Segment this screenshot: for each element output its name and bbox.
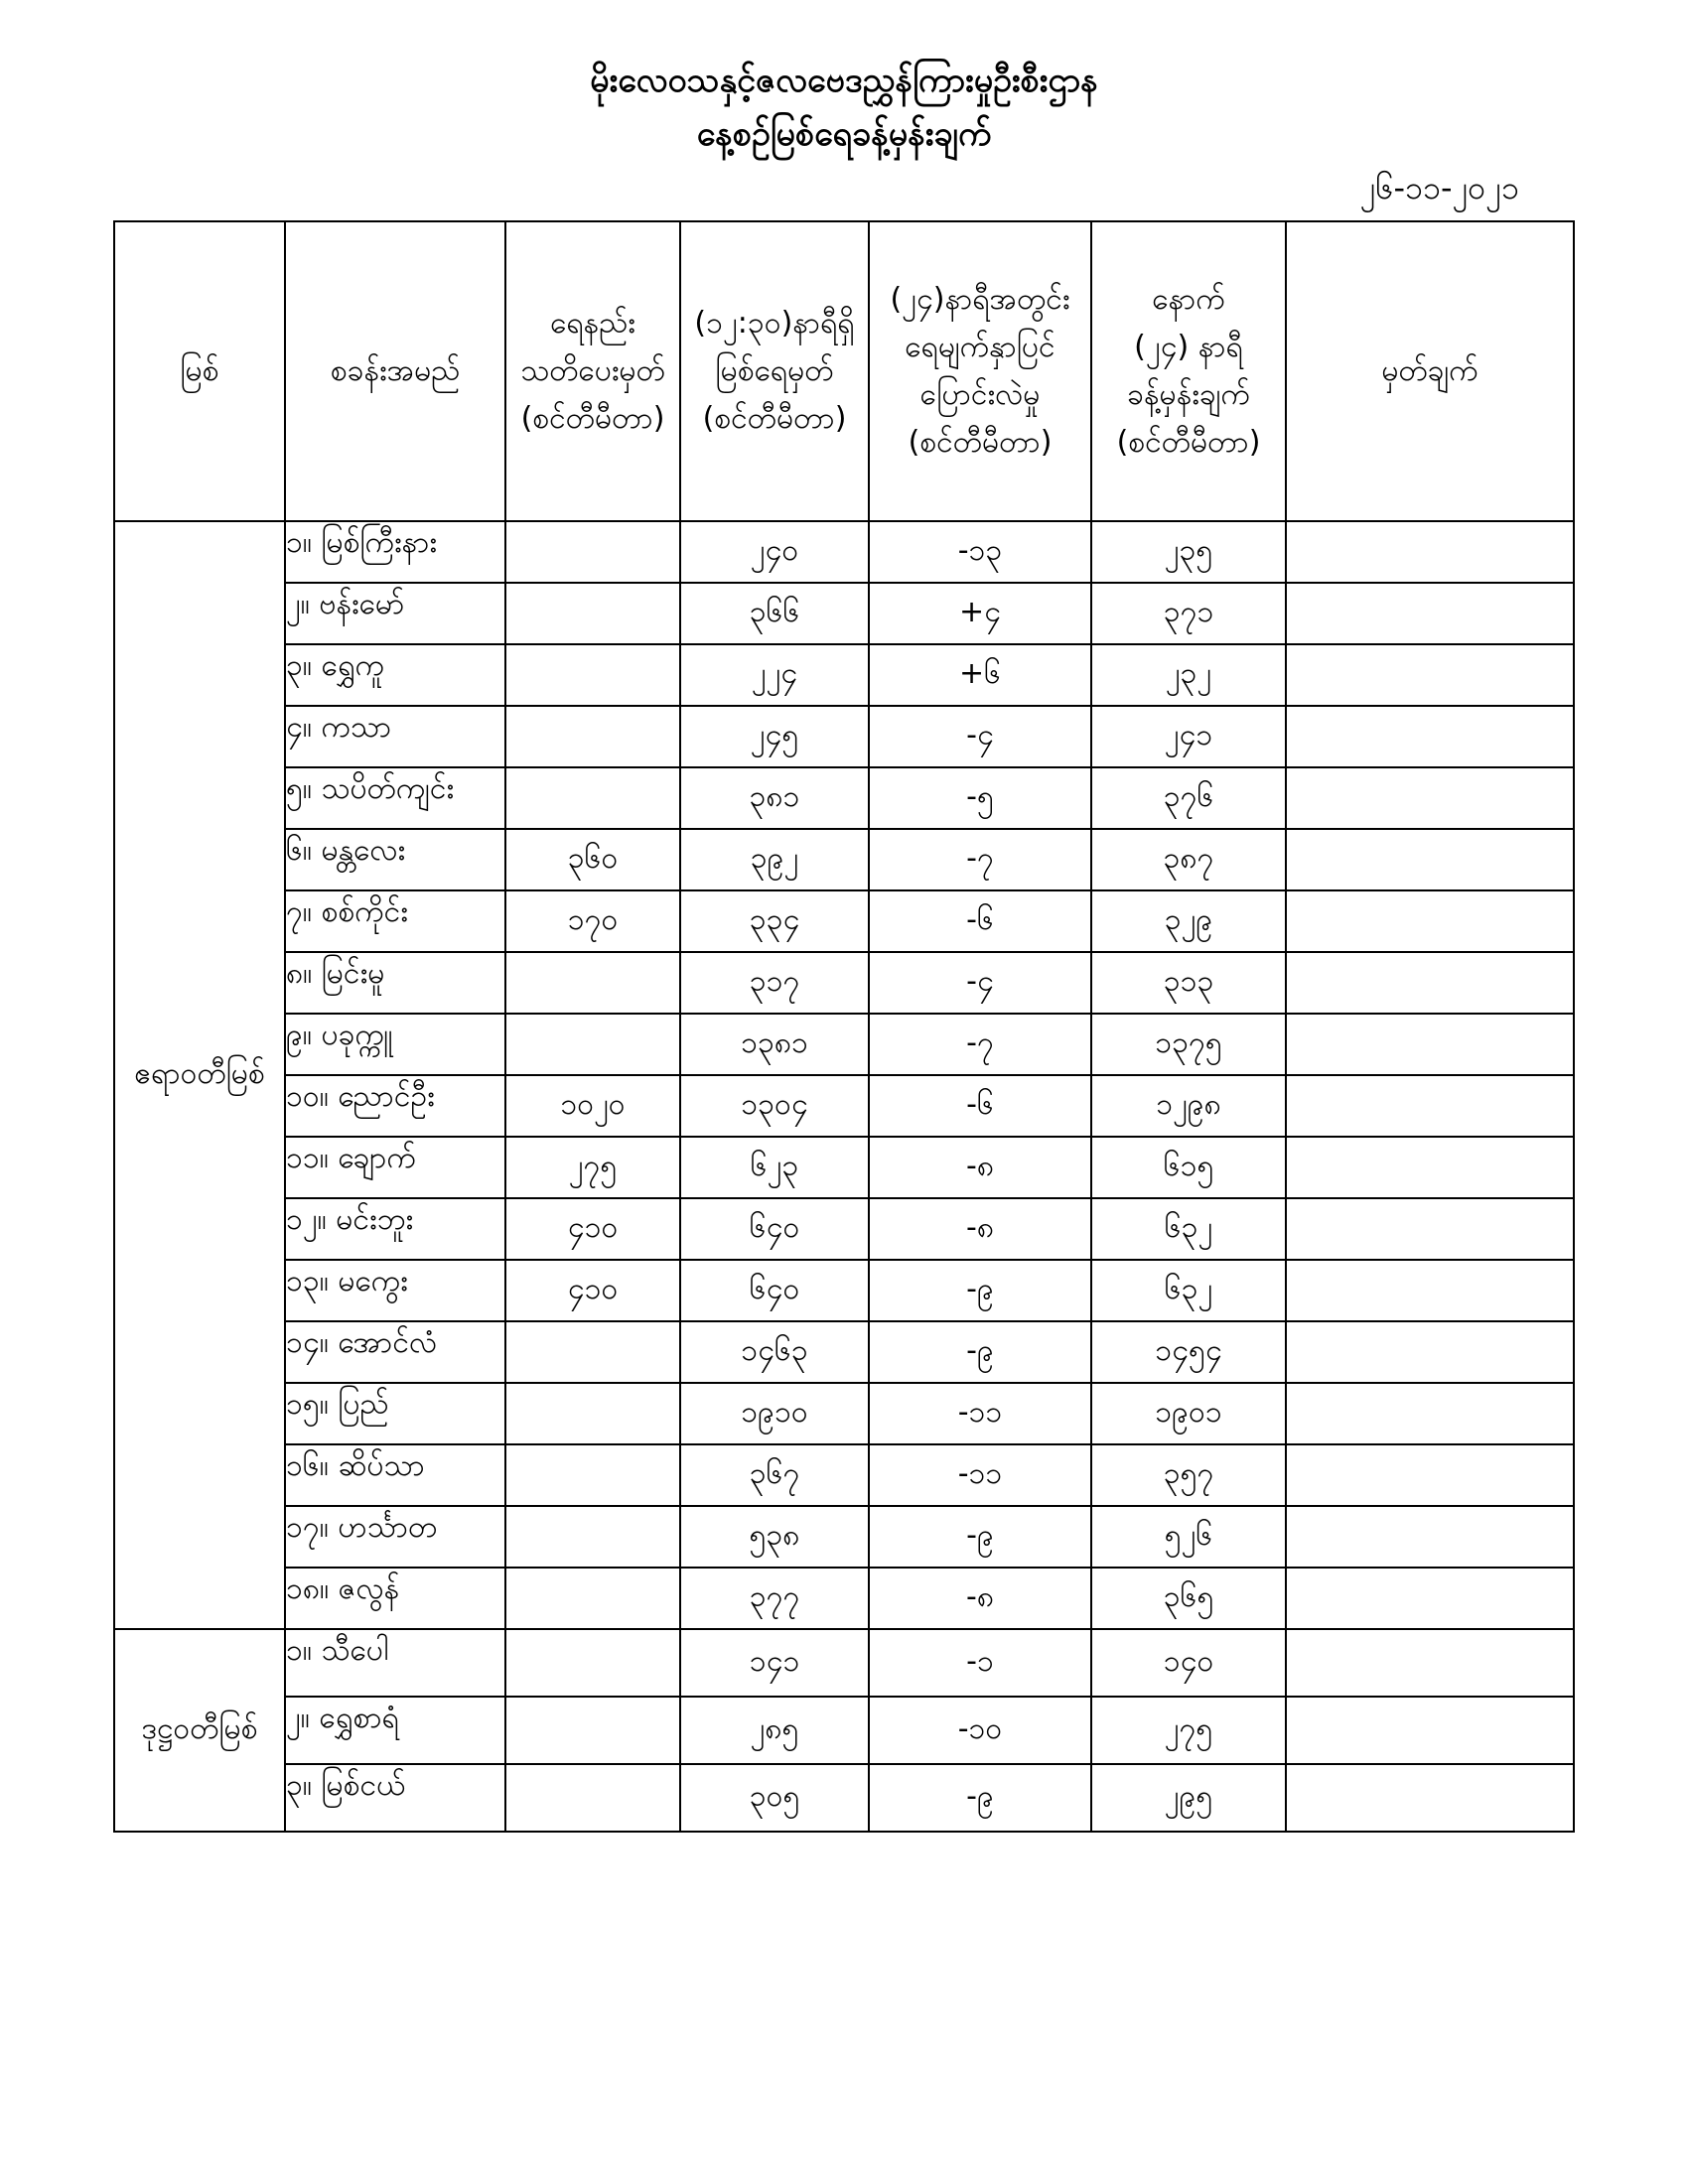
forecast-cell: ၆၁၅	[1091, 1137, 1286, 1198]
river-name: ဧရာဝတီမြစ်	[114, 521, 285, 1629]
change-cell: -၆	[869, 890, 1091, 952]
header-forecast	[1091, 221, 1286, 521]
header-row	[114, 221, 1574, 521]
warning-level-cell	[505, 644, 680, 706]
forecast-cell: ၃၈၇	[1091, 829, 1286, 890]
table-row	[114, 1321, 1574, 1383]
header-label: မှတ်ချက်	[1381, 353, 1478, 388]
remarks-cell	[1286, 1506, 1574, 1568]
change-cell: -၈	[869, 1198, 1091, 1260]
station-name: ၈။ မြင်းမူ	[285, 952, 505, 1014]
remarks-cell	[1286, 1014, 1574, 1075]
warning-level-cell	[505, 1629, 680, 1697]
current-level-cell: ၂၄၅	[680, 706, 869, 767]
current-level-cell: ၆၄၀	[680, 1260, 869, 1321]
station-name: ၁၃။ မကွေး	[285, 1260, 505, 1321]
remarks-cell	[1286, 583, 1574, 644]
table-row	[114, 1260, 1574, 1321]
table-row	[114, 583, 1574, 644]
warning-level-cell	[505, 706, 680, 767]
table-row	[114, 1506, 1574, 1568]
header-station	[285, 221, 505, 521]
current-level-cell: ၁၉၁၀	[680, 1383, 869, 1444]
remarks-cell	[1286, 1764, 1574, 1832]
station-name: ၁၁။ ချောက်	[285, 1137, 505, 1198]
warning-level-cell: ၁၇၀	[505, 890, 680, 952]
header-label: (၂၄)နာရီအတွင်း ရေမျက်နှာပြင် ပြောင်းလဲမှု (စင်တီမီတာ)	[890, 282, 1070, 460]
station-name: ၁။ မြစ်ကြီးနား	[285, 521, 505, 583]
header-warning-level	[505, 221, 680, 521]
remarks-cell	[1286, 1568, 1574, 1629]
header-change	[869, 221, 1091, 521]
current-level-cell: ၃၁၇	[680, 952, 869, 1014]
table-row	[114, 767, 1574, 829]
warning-level-cell: ၃၆၀	[505, 829, 680, 890]
table-row	[114, 890, 1574, 952]
forecast-cell: ၃၇၆	[1091, 767, 1286, 829]
change-cell: -၁	[869, 1629, 1091, 1697]
warning-level-cell	[505, 1444, 680, 1506]
table-row	[114, 952, 1574, 1014]
table-row	[114, 1198, 1574, 1260]
forecast-cell: ၆၃၂	[1091, 1260, 1286, 1321]
remarks-cell	[1286, 1137, 1574, 1198]
change-cell: -၁၁	[869, 1444, 1091, 1506]
warning-level-cell	[505, 767, 680, 829]
forecast-cell: ၃၅၇	[1091, 1444, 1286, 1506]
header-river	[114, 221, 285, 521]
table-row	[114, 1568, 1574, 1629]
table-row	[114, 1697, 1574, 1764]
remarks-cell	[1286, 1697, 1574, 1764]
change-cell: -၁၁	[869, 1383, 1091, 1444]
warning-level-cell	[505, 1321, 680, 1383]
remarks-cell	[1286, 521, 1574, 583]
river-name: ဒုဋ္ဌဝတီမြစ်	[114, 1629, 285, 1832]
remarks-cell	[1286, 1260, 1574, 1321]
current-level-cell: ၃၀၅	[680, 1764, 869, 1832]
remarks-cell	[1286, 1075, 1574, 1137]
forecast-cell: ၃၂၉	[1091, 890, 1286, 952]
current-level-cell: ၃၆၆	[680, 583, 869, 644]
warning-level-cell	[505, 1014, 680, 1075]
header-current-level	[680, 221, 869, 521]
remarks-cell	[1286, 1444, 1574, 1506]
station-name: ၃။ မြစ်ငယ်	[285, 1764, 505, 1832]
table-row	[114, 829, 1574, 890]
change-cell: -၅	[869, 767, 1091, 829]
current-level-cell: ၅၃၈	[680, 1506, 869, 1568]
station-name: ၁၄။ အောင်လံ	[285, 1321, 505, 1383]
table-row	[114, 1137, 1574, 1198]
forecast-cell: ၃၆၅	[1091, 1568, 1286, 1629]
current-level-cell: ၃၇၇	[680, 1568, 869, 1629]
warning-level-cell	[505, 1697, 680, 1764]
warning-level-cell: ၄၁၀	[505, 1198, 680, 1260]
forecast-cell: ၁၄၀	[1091, 1629, 1286, 1697]
header-label: စခန်းအမည်	[330, 353, 461, 388]
warning-level-cell: ၂၇၅	[505, 1137, 680, 1198]
table-row	[114, 1014, 1574, 1075]
station-name: ၁၂။ မင်းဘူး	[285, 1198, 505, 1260]
page-subtitle: နေ့စဉ်မြစ်ရေခန့်မှန်းချက်	[696, 114, 992, 154]
change-cell: -၉	[869, 1260, 1091, 1321]
forecast-cell: ၂၇၅	[1091, 1697, 1286, 1764]
station-name: ၁၈။ ဇလွန်	[285, 1568, 505, 1629]
current-level-cell: ၁၄၁	[680, 1629, 869, 1697]
current-level-cell: ၂၈၅	[680, 1697, 869, 1764]
change-cell: -၄	[869, 952, 1091, 1014]
forecast-cell: ၂၃၅	[1091, 521, 1286, 583]
warning-level-cell	[505, 521, 680, 583]
station-name: ၇။ စစ်ကိုင်း	[285, 890, 505, 952]
remarks-cell	[1286, 952, 1574, 1014]
report-date: ၂၆-၁၁-၂၀၂၁	[1359, 169, 1519, 206]
change-cell: -၉	[869, 1764, 1091, 1832]
current-level-cell: ၃၃၄	[680, 890, 869, 952]
warning-level-cell	[505, 1764, 680, 1832]
current-level-cell: ၁၃၀၄	[680, 1075, 869, 1137]
table-row	[114, 644, 1574, 706]
remarks-cell	[1286, 644, 1574, 706]
remarks-cell	[1286, 767, 1574, 829]
change-cell: -၈	[869, 1568, 1091, 1629]
current-level-cell: ၂၂၄	[680, 644, 869, 706]
station-name: ၅။ သပိတ်ကျင်း	[285, 767, 505, 829]
station-name: ၁၀။ ညောင်ဦး	[285, 1075, 505, 1137]
station-name: ၉။ ပခုက္ကူ	[285, 1014, 505, 1075]
remarks-cell	[1286, 890, 1574, 952]
current-level-cell: ၃၈၁	[680, 767, 869, 829]
change-cell: -၆	[869, 1075, 1091, 1137]
remarks-cell	[1286, 1321, 1574, 1383]
header-label: မြစ်	[180, 353, 219, 388]
header-remarks	[1286, 221, 1574, 521]
change-cell: -၉	[869, 1321, 1091, 1383]
change-cell: -၇	[869, 1014, 1091, 1075]
change-cell: -၁၃	[869, 521, 1091, 583]
forecast-cell: ၁၉၀၁	[1091, 1383, 1286, 1444]
station-name: ၄။ ကသာ	[285, 706, 505, 767]
change-cell: -၇	[869, 829, 1091, 890]
forecast-cell: ၁၄၅၄	[1091, 1321, 1286, 1383]
forecast-cell: ၅၂၆	[1091, 1506, 1286, 1568]
table-row	[114, 1383, 1574, 1444]
current-level-cell: ၁၄၆၃	[680, 1321, 869, 1383]
header-label: ရေနည်း သတိပေးမှတ် (စင်တီမီတာ)	[520, 306, 665, 436]
current-level-cell: ၆၂၃	[680, 1137, 869, 1198]
station-name: ၂။ ဗန်းမော်	[285, 583, 505, 644]
current-level-cell: ၃၆၇	[680, 1444, 869, 1506]
table-row	[114, 706, 1574, 767]
table-row	[114, 1629, 1574, 1697]
remarks-cell	[1286, 1383, 1574, 1444]
remarks-cell	[1286, 706, 1574, 767]
current-level-cell: ၃၉၂	[680, 829, 869, 890]
current-level-cell: ၁၃၈၁	[680, 1014, 869, 1075]
forecast-cell: ၁၂၉၈	[1091, 1075, 1286, 1137]
change-cell: -၁၀	[869, 1697, 1091, 1764]
remarks-cell	[1286, 829, 1574, 890]
forecast-cell: ၆၃၂	[1091, 1198, 1286, 1260]
station-name: ၁၆။ ဆိပ်သာ	[285, 1444, 505, 1506]
current-level-cell: ၆၄၀	[680, 1198, 869, 1260]
forecast-cell: ၃၇၁	[1091, 583, 1286, 644]
warning-level-cell	[505, 952, 680, 1014]
warning-level-cell	[505, 1568, 680, 1629]
change-cell: -၈	[869, 1137, 1091, 1198]
station-name: ၂။ ရွှေစာရံ	[285, 1697, 505, 1764]
warning-level-cell: ၁၀၂၀	[505, 1075, 680, 1137]
change-cell: -၄	[869, 706, 1091, 767]
change-cell: -၉	[869, 1506, 1091, 1568]
warning-level-cell: ၄၁၀	[505, 1260, 680, 1321]
forecast-cell: ၂၄၁	[1091, 706, 1286, 767]
forecast-cell: ၂၉၅	[1091, 1764, 1286, 1832]
header-label: နောက် (၂၄) နာရီ ခန့်မှန်းချက် (စင်တီမီတာ)	[1116, 282, 1261, 460]
table-row	[114, 1075, 1574, 1137]
remarks-cell	[1286, 1198, 1574, 1260]
page-title: မိုးလေဝသနှင့်ဇလဗေဒညွှန်ကြားမှုဦးစီးဌာန	[590, 61, 1098, 100]
warning-level-cell	[505, 583, 680, 644]
warning-level-cell	[505, 1506, 680, 1568]
station-name: ၁၇။ ဟင်္သာတ	[285, 1506, 505, 1568]
table-row	[114, 521, 1574, 583]
forecast-cell: ၂၃၂	[1091, 644, 1286, 706]
table-row	[114, 1444, 1574, 1506]
table-body	[114, 521, 1574, 1832]
station-name: ၁။ သီပေါ	[285, 1629, 505, 1697]
change-cell: +၆	[869, 644, 1091, 706]
forecast-cell: ၁၃၇၅	[1091, 1014, 1286, 1075]
table-row	[114, 1764, 1574, 1832]
station-name: ၆။ မန္တလေး	[285, 829, 505, 890]
warning-level-cell	[505, 1383, 680, 1444]
change-cell: +၄	[869, 583, 1091, 644]
station-name: ၁၅။ ပြည်	[285, 1383, 505, 1444]
current-level-cell: ၂၄၀	[680, 521, 869, 583]
header-label: (၁၂:၃၀)နာရီရှိ မြစ်ရေမှတ် (စင်တီမီတာ)	[694, 306, 855, 436]
remarks-cell	[1286, 1629, 1574, 1697]
forecast-cell: ၃၁၃	[1091, 952, 1286, 1014]
forecast-table	[113, 220, 1575, 1833]
station-name: ၃။ ရွှေကူ	[285, 644, 505, 706]
